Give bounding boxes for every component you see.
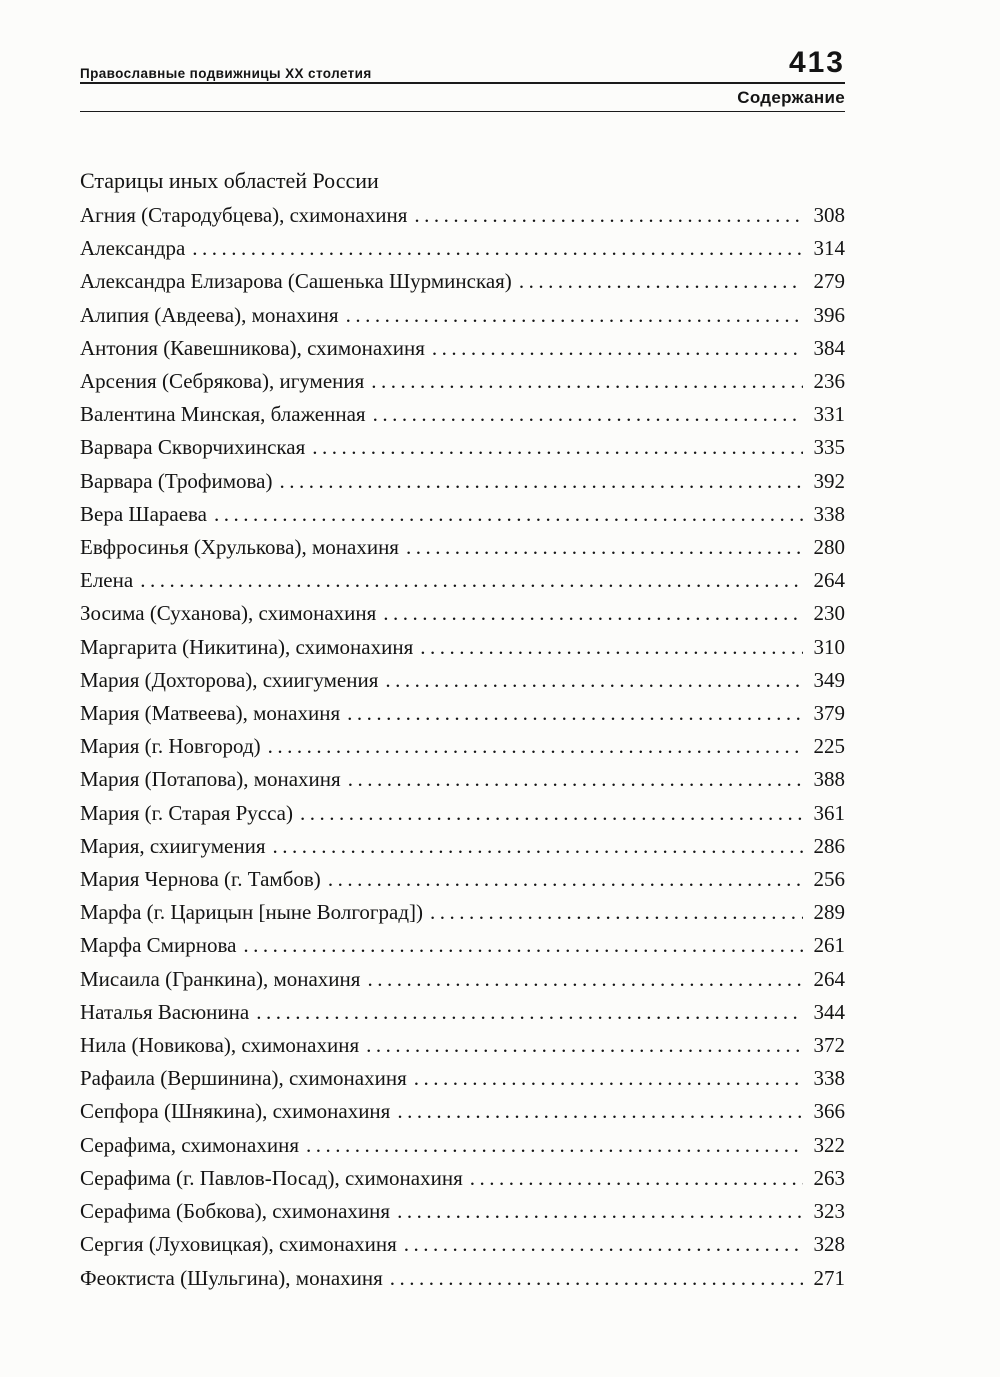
dot-leader bbox=[300, 797, 803, 830]
toc-entry bbox=[80, 531, 845, 564]
toc-entry bbox=[80, 597, 845, 630]
toc-entry bbox=[80, 265, 845, 298]
dot-leader bbox=[470, 1162, 803, 1195]
header-bottom-row bbox=[80, 84, 845, 111]
toc-entry-page: 263 bbox=[813, 1165, 845, 1190]
page-header bbox=[80, 46, 845, 112]
toc-entry bbox=[80, 1129, 845, 1162]
toc-entry-title: Сергия (Луховицкая), схимонахиня bbox=[80, 1232, 397, 1257]
dot-leader bbox=[367, 963, 803, 996]
toc-entry bbox=[80, 797, 845, 830]
dot-leader bbox=[383, 597, 803, 630]
toc-entry bbox=[80, 465, 845, 498]
dot-leader bbox=[430, 896, 803, 929]
toc-entry bbox=[80, 697, 845, 730]
toc-entry bbox=[80, 863, 845, 896]
toc-entry-title: Агния (Стародубцева), схимонахиня bbox=[80, 203, 408, 227]
toc-entry-title: Мария (г. Новгород) bbox=[80, 734, 261, 759]
toc-entry-page: 338 bbox=[813, 1066, 845, 1091]
toc-entry-title: Евфросинья (Хрулькова), монахиня bbox=[80, 535, 399, 560]
toc-entry-title: Мария (Дохторова), схиигумения bbox=[80, 667, 379, 692]
toc-entry-title: Мария Чернова (г. Тамбов) bbox=[80, 867, 321, 892]
dot-leader bbox=[420, 631, 803, 664]
toc-list bbox=[80, 199, 845, 1295]
toc-entry bbox=[80, 199, 845, 232]
toc-entry bbox=[80, 1062, 845, 1095]
toc-entry-title: Александра bbox=[80, 236, 186, 261]
toc-entry-page: 338 bbox=[813, 501, 845, 526]
toc-entry-page: 372 bbox=[813, 1033, 845, 1058]
toc-entry bbox=[80, 929, 845, 962]
toc-entry bbox=[80, 1095, 845, 1128]
toc-entry-page: 344 bbox=[813, 999, 845, 1024]
toc-entry-page: 264 bbox=[813, 568, 845, 593]
toc-entry-page: 361 bbox=[813, 800, 845, 825]
dot-leader bbox=[348, 763, 803, 796]
toc-entry bbox=[80, 664, 845, 697]
page-number: 413 bbox=[788, 46, 845, 79]
toc-entry-title: Феоктиста (Шульгина), монахиня bbox=[80, 1265, 383, 1290]
toc-entry-title: Мария (Потапова), монахиня bbox=[80, 767, 341, 792]
dot-leader bbox=[432, 332, 803, 365]
toc-entry bbox=[80, 763, 845, 796]
toc-entry-page: 310 bbox=[813, 634, 845, 659]
dot-leader bbox=[404, 1228, 803, 1261]
toc-entry-page: 314 bbox=[813, 236, 845, 261]
toc-entry-title: Рафаила (Вершинина), схимонахиня bbox=[80, 1066, 407, 1091]
toc-entry bbox=[80, 1029, 845, 1062]
toc-entry-page: 256 bbox=[813, 867, 845, 892]
toc-entry-title: Варвара (Трофимова) bbox=[80, 468, 273, 493]
dot-leader bbox=[406, 531, 803, 564]
dot-leader bbox=[268, 730, 803, 763]
dot-leader bbox=[519, 265, 803, 298]
toc-entry-title: Зосима (Суханова), схимонахиня bbox=[80, 601, 377, 626]
toc-entry-title: Серафима, схимонахиня bbox=[80, 1132, 299, 1157]
toc-entry-title: Арсения (Себрякова), игумения bbox=[80, 369, 365, 394]
dot-leader bbox=[414, 1062, 803, 1095]
toc-entry bbox=[80, 963, 845, 996]
toc-entry-page: 261 bbox=[813, 933, 845, 958]
toc-entry bbox=[80, 232, 845, 265]
toc-entry-page: 396 bbox=[813, 302, 845, 327]
dot-leader bbox=[373, 398, 803, 431]
toc-entry-page: 331 bbox=[813, 402, 845, 427]
dot-leader bbox=[371, 365, 803, 398]
running-header: Православные подвижницы ХХ столетия bbox=[80, 66, 372, 81]
toc-entry-title: Антония (Кавешникова), схимонахиня bbox=[80, 335, 425, 360]
dot-leader bbox=[273, 830, 804, 863]
toc-entry-page: 323 bbox=[813, 1199, 845, 1224]
header-top-row bbox=[80, 46, 845, 80]
toc-entry-title: Наталья Васюнина bbox=[80, 999, 250, 1024]
toc-entry bbox=[80, 564, 845, 597]
toc-entry-title: Нила (Новикова), схимонахиня bbox=[80, 1033, 360, 1058]
toc-entry-page: 264 bbox=[813, 966, 845, 991]
dot-leader bbox=[347, 697, 803, 730]
dot-leader bbox=[385, 664, 803, 697]
toc-entry bbox=[80, 431, 845, 464]
toc-entry bbox=[80, 332, 845, 365]
subheader-rule bbox=[80, 111, 845, 112]
toc-entry-page: 384 bbox=[813, 335, 845, 360]
chapter-title: Содержание bbox=[737, 88, 845, 107]
toc-entry-title: Александра Елизарова (Сашенька Шурминская) bbox=[80, 269, 512, 294]
dot-leader bbox=[256, 996, 803, 1029]
toc-entry-title: Мария (Матвеева), монахиня bbox=[80, 701, 341, 726]
dot-leader bbox=[243, 929, 803, 962]
toc-entry-title: Валентина Минская, блаженная bbox=[80, 402, 366, 427]
toc-entry-page: 392 bbox=[813, 468, 845, 493]
dot-leader bbox=[306, 1129, 803, 1162]
dot-leader bbox=[414, 199, 803, 232]
toc-entry-page: 279 bbox=[813, 269, 845, 294]
toc-entry bbox=[80, 996, 845, 1029]
dot-leader bbox=[214, 498, 803, 531]
toc-entry bbox=[80, 299, 845, 332]
toc-entry bbox=[80, 896, 845, 929]
toc-entry-title: Мисаила (Гранкина), монахиня bbox=[80, 966, 361, 991]
toc-entry-title: Серафима (г. Павлов-Посад), схимонахиня bbox=[80, 1165, 463, 1190]
toc-entry bbox=[80, 730, 845, 763]
toc-entry-page: 286 bbox=[813, 833, 845, 858]
toc-entry bbox=[80, 830, 845, 863]
toc-entry-page: 236 bbox=[813, 369, 845, 394]
dot-leader bbox=[192, 232, 803, 265]
dot-leader bbox=[328, 863, 803, 896]
dot-leader bbox=[312, 431, 803, 464]
dot-leader bbox=[279, 465, 803, 498]
toc-entry-page: 280 bbox=[813, 535, 845, 560]
dot-leader bbox=[140, 564, 803, 597]
toc-entry bbox=[80, 398, 845, 431]
toc-entry-page: 388 bbox=[813, 767, 845, 792]
toc-entry-page: 366 bbox=[813, 1099, 845, 1124]
toc-entry-title: Алипия (Авдеева), монахиня bbox=[80, 302, 339, 327]
toc-entry-title: Серафима (Бобкова), схимонахиня bbox=[80, 1199, 391, 1224]
toc-entry bbox=[80, 365, 845, 398]
toc-entry-title: Маргарита (Никитина), схимонахиня bbox=[80, 634, 414, 659]
toc-entry-page: 349 bbox=[813, 667, 845, 692]
toc-entry-page: 230 bbox=[813, 601, 845, 626]
dot-leader bbox=[346, 299, 803, 332]
dot-leader bbox=[390, 1262, 803, 1295]
toc-entry-title: Вера Шараева bbox=[80, 501, 208, 526]
toc-entry-title: Марфа (г. Царицын [ныне Волгоград]) bbox=[80, 900, 424, 925]
toc-entry bbox=[80, 1195, 845, 1228]
toc-entry-page: 308 bbox=[813, 203, 845, 227]
toc-entry bbox=[80, 1162, 845, 1195]
toc-entry-title: Мария, схиигумения bbox=[80, 833, 266, 858]
toc-entry bbox=[80, 631, 845, 664]
toc-entry-page: 322 bbox=[813, 1132, 845, 1157]
toc-entry-title: Елена bbox=[80, 568, 134, 593]
section-heading: Старицы иных областей России bbox=[80, 168, 379, 193]
dot-leader bbox=[397, 1095, 803, 1128]
toc-entry bbox=[80, 1228, 845, 1261]
toc-entry-title: Варвара Скворчихинская bbox=[80, 435, 306, 460]
toc-entry-page: 379 bbox=[813, 701, 845, 726]
toc-entry-page: 225 bbox=[813, 734, 845, 759]
toc-entry-page: 271 bbox=[813, 1265, 845, 1290]
toc-entry-title: Сепфора (Шнякина), схимонахиня bbox=[80, 1099, 391, 1124]
table-of-contents bbox=[80, 164, 845, 1295]
toc-entry-title: Мария (г. Старая Русса) bbox=[80, 800, 293, 825]
dot-leader bbox=[366, 1029, 803, 1062]
dot-leader bbox=[397, 1195, 803, 1228]
toc-entry-page: 335 bbox=[813, 435, 845, 460]
toc-entry-title: Марфа Смирнова bbox=[80, 933, 237, 958]
toc-entry bbox=[80, 1262, 845, 1295]
toc-entry-page: 289 bbox=[813, 900, 845, 925]
toc-entry bbox=[80, 498, 845, 531]
toc-entry-page: 328 bbox=[813, 1232, 845, 1257]
